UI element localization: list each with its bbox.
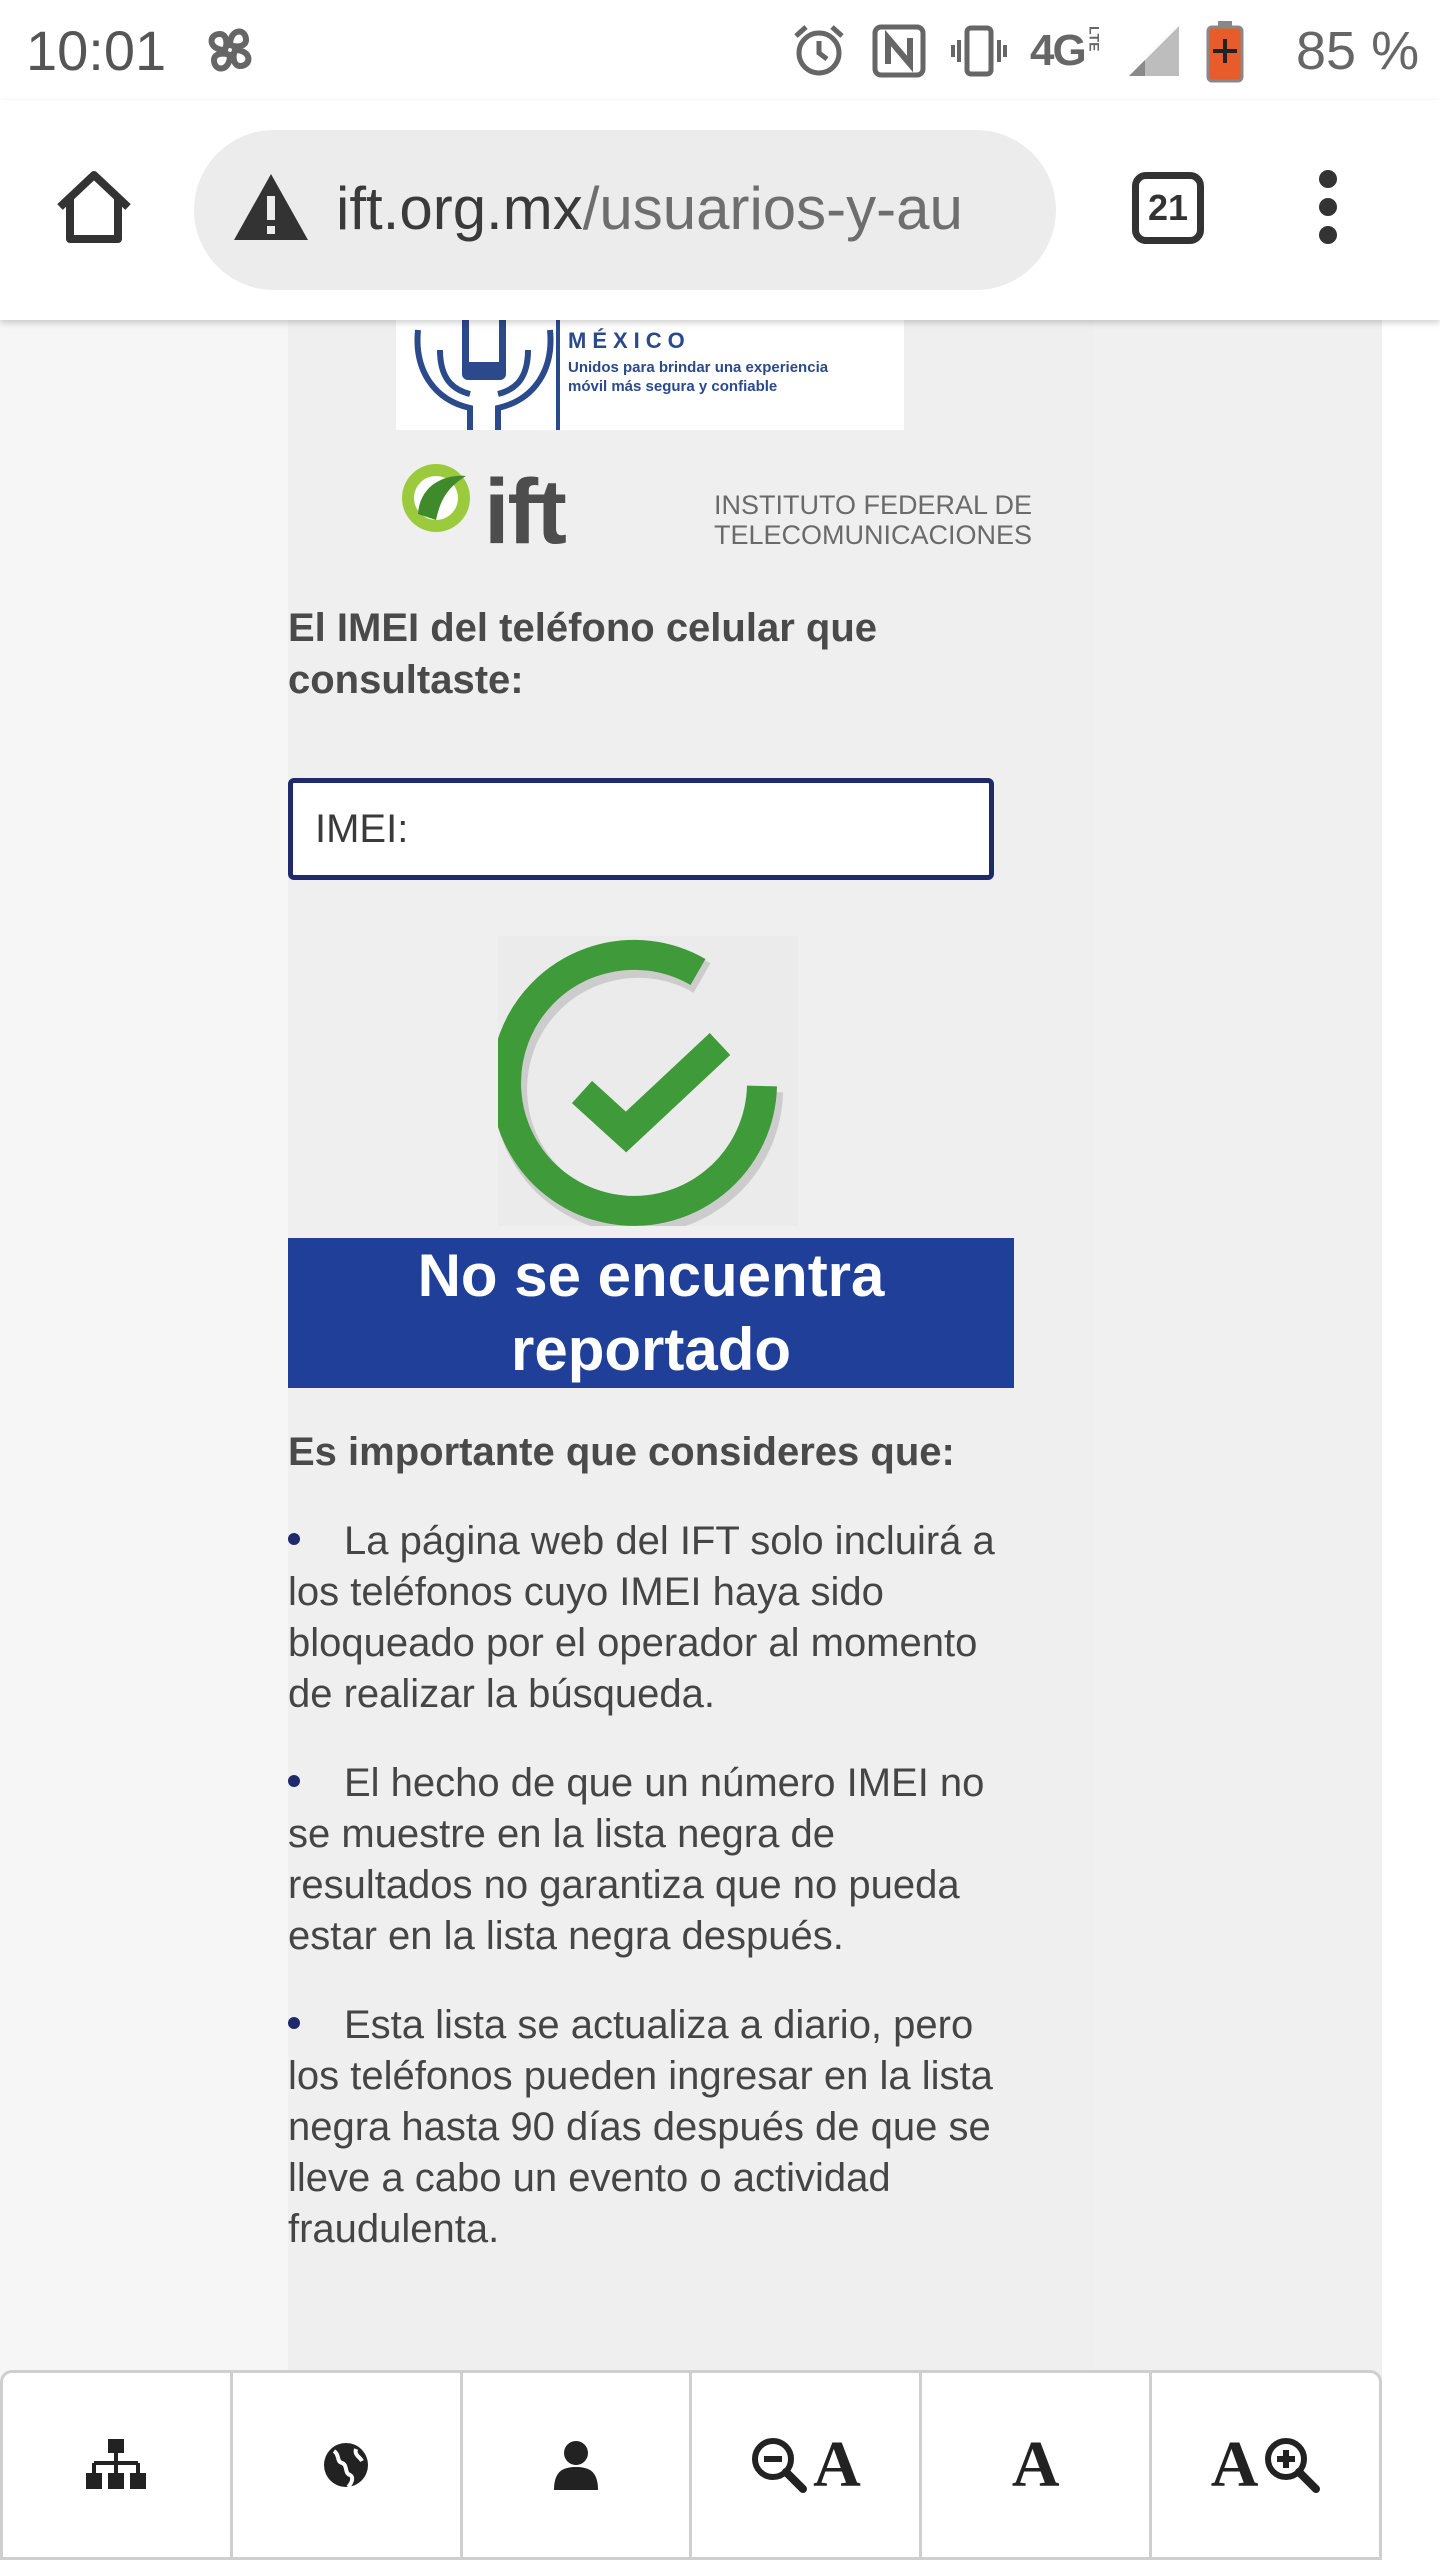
content-column (288, 320, 1094, 2400)
signal-icon (1125, 22, 1183, 80)
partner-country: MÉXICO (568, 328, 691, 353)
home-icon[interactable] (52, 165, 136, 249)
check-circle-icon (498, 936, 798, 1226)
zoom-in-icon (1264, 2437, 1320, 2493)
zoom-out-icon (751, 2437, 807, 2493)
url-host: ift.org.mx (336, 175, 583, 242)
partner-logo (396, 320, 904, 430)
imei-field[interactable] (288, 778, 994, 880)
more-menu-icon[interactable] (1308, 170, 1348, 250)
url-bar[interactable] (194, 130, 1056, 290)
browser-toolbar (0, 100, 1440, 320)
result-line-1: No se encuentra (417, 1242, 885, 1309)
network-type: 4G LTE (1030, 26, 1103, 75)
result-line-2: reportado (510, 1316, 791, 1383)
bullet-icon (288, 1775, 300, 1787)
sitemap-button[interactable] (0, 2370, 230, 2560)
tab-count: 21 (1147, 187, 1189, 228)
warning-icon[interactable] (232, 172, 310, 242)
accessibility-toolbar (0, 2370, 1382, 2560)
partner-tagline: Unidos para brindar una experiencia móvil más segura y confiable (568, 359, 829, 395)
list-item: El hecho de que un número IMEI no se muestre en la lista negra de resultados no garantiza que no pueda estar en la lista negra después. (288, 1761, 985, 1958)
default-text-size-button[interactable] (919, 2370, 1149, 2560)
status-time: 10:01 (26, 19, 167, 82)
zoom-in-text-button[interactable] (1149, 2370, 1382, 2560)
user-button[interactable] (460, 2370, 690, 2560)
url-path: /usuarios-y-au (582, 175, 963, 242)
web-page (0, 320, 1440, 2560)
pinwheel-icon (200, 20, 260, 80)
imei-field-value: IMEI: (315, 806, 409, 851)
ift-wordmark: ift (484, 461, 565, 563)
consider-heading: Es importante que consideres que: (288, 1430, 955, 1474)
globe-icon (322, 2441, 370, 2489)
status-icons (790, 16, 1245, 86)
url-text[interactable] (336, 174, 1026, 243)
ift-logo (396, 452, 1033, 563)
result-image (498, 936, 798, 1226)
vibrate-icon (950, 22, 1008, 80)
text-size-label: A (1011, 2428, 1060, 2501)
tab-switcher-button[interactable] (1132, 172, 1204, 244)
page-background (1094, 320, 1382, 2560)
notes-list (288, 1516, 1028, 2293)
hands-phone-icon (404, 320, 564, 430)
user-icon (554, 2440, 598, 2490)
nfc-icon (870, 22, 928, 80)
alarm-icon (790, 22, 848, 80)
sitemap-icon (86, 2439, 146, 2491)
zoom-in-label: A (1210, 2428, 1259, 2501)
list-item: La página web del IFT solo incluirá a los teléfonos cuyo IMEI haya sido bloqueado por el operador al momento de realizar la búsqueda. (288, 1519, 995, 1716)
ift-full-name: INSTITUTO FEDERAL DE TELECOMUNICACIONES (714, 490, 1033, 550)
battery-percent: 85 % (1296, 21, 1420, 81)
imei-heading: El IMEI del teléfono celular que consultaste: (288, 606, 878, 702)
bullet-icon (288, 1533, 300, 1545)
ift-swirl-icon (396, 454, 486, 544)
zoom-out-text-button[interactable] (689, 2370, 919, 2560)
list-item: Esta lista se actualiza a diario, pero los teléfonos pueden ingresar en la lista negra hasta 90 días después de que se lleve a cabo un evento o actividad fraudulenta. (288, 2003, 993, 2251)
bullet-icon (288, 2017, 300, 2029)
zoom-out-label: A (813, 2428, 861, 2501)
language-button[interactable] (230, 2370, 460, 2560)
status-bar (0, 0, 1440, 100)
battery-icon (1205, 19, 1245, 83)
result-banner (288, 1238, 1014, 1388)
page-margin (1382, 320, 1440, 2560)
